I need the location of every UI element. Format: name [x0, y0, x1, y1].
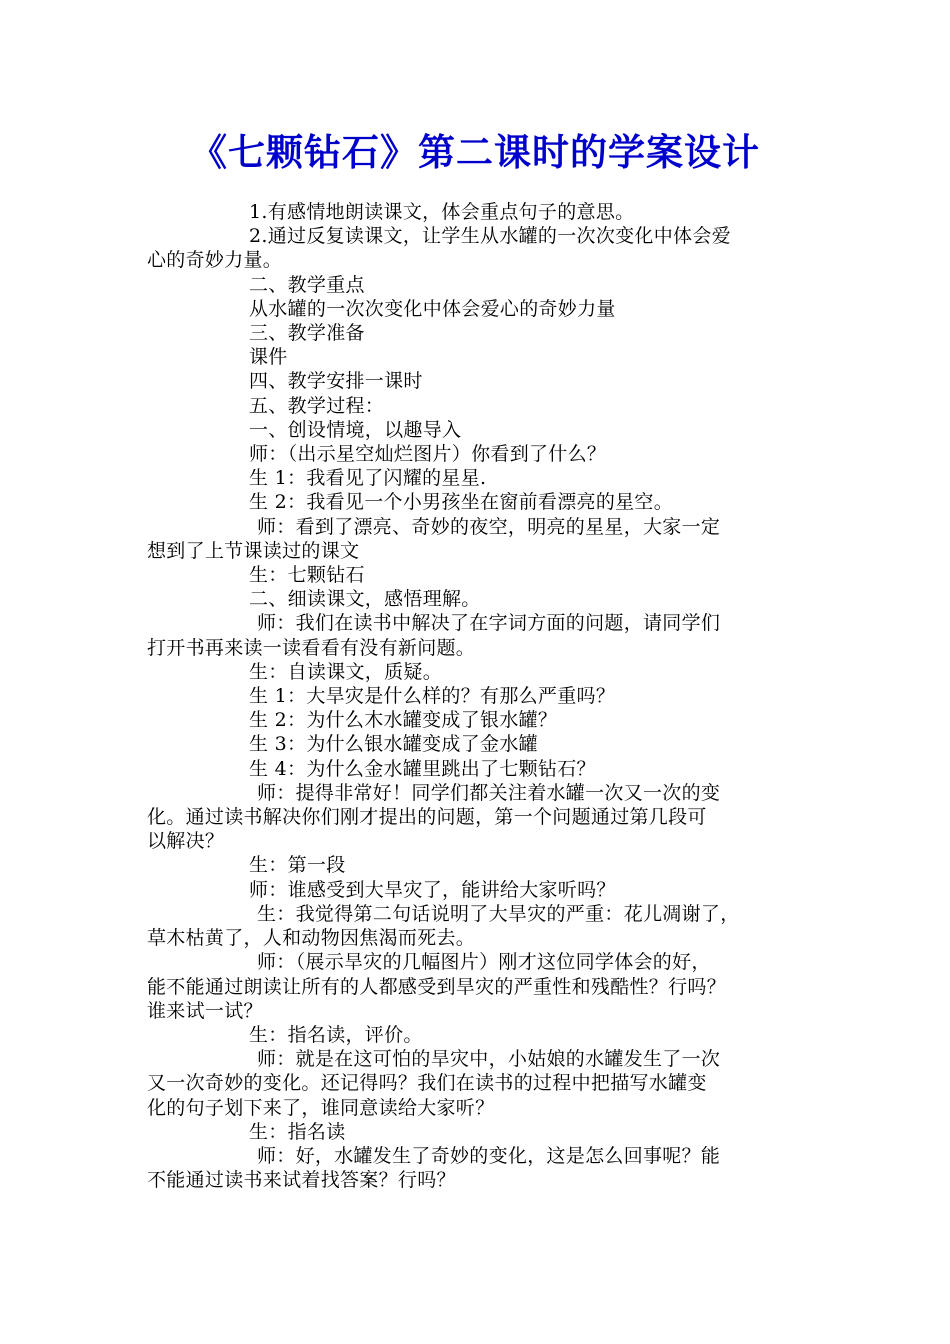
- text-line: 师：提得非常好！同学们都关注着水罐一次又一次的变: [257, 781, 721, 804]
- text-line: 生：指名读，评价。: [249, 1023, 423, 1046]
- text-line: 一、创设情境，以趣导入: [249, 418, 462, 441]
- text-line: 以解决？: [147, 830, 225, 853]
- text-line: 生 2：为什么木水罐变成了银水罐？: [249, 709, 558, 732]
- text-line: 从水罐的一次次变化中体会爱心的奇妙力量: [249, 297, 616, 320]
- text-line: 2.通过反复读课文，让学生从水罐的一次次变化中体会爱: [249, 225, 731, 248]
- text-line: 生 1：大旱灾是什么样的？有那么严重吗？: [249, 685, 616, 708]
- text-line: 生：自读课文，质疑。: [249, 660, 443, 683]
- text-line: 又一次奇妙的变化。还记得吗？我们在读书的过程中把描写水罐变: [147, 1072, 707, 1095]
- text-line: 能不能通过朗读让所有的人都感受到旱灾的严重性和残酷性？行吗？: [147, 975, 727, 998]
- text-line: 打开书再来读一读看看有没有新问题。: [147, 636, 476, 659]
- text-line: 二、教学重点: [249, 273, 365, 296]
- text-line: 化的句子划下来了，谁同意读给大家听？: [147, 1096, 495, 1119]
- text-line: 生：指名读: [249, 1120, 346, 1143]
- text-line: 化。通过读书解决你们刚才提出的问题，第一个问题通过第几段可: [147, 806, 707, 829]
- text-line: 四、教学安排一课时: [249, 370, 423, 393]
- text-line: 草木枯黄了，人和动物因焦渴而死去。: [147, 927, 476, 950]
- text-line: 生：七颗钻石: [249, 564, 365, 587]
- text-line: 心的奇妙力量。: [147, 249, 283, 272]
- text-line: 想到了上节课读过的课文: [147, 539, 360, 562]
- text-line: 师：（展示旱灾的几幅图片）刚才这位同学体会的好，: [257, 951, 711, 974]
- text-line: 不能通过读书来试着找答案？行吗？: [147, 1169, 456, 1192]
- text-line: 五、教学过程：: [249, 394, 385, 417]
- text-line: 师：谁感受到大旱灾了，能讲给大家听吗？: [249, 878, 616, 901]
- text-line: 师：好，水罐发生了奇妙的变化，这是怎么回事呢？能: [257, 1144, 721, 1167]
- text-line: 课件: [249, 346, 288, 369]
- document-body: [147, 200, 827, 1192]
- text-line: 二、细读课文，感悟理解。: [249, 588, 481, 611]
- text-line: 生 3：为什么银水罐变成了金水罐: [249, 733, 538, 756]
- text-line: 生 1：我看见了闪耀的星星.: [249, 467, 487, 490]
- text-line: 生 2：我看见一个小男孩坐在窗前看漂亮的星空。: [249, 491, 674, 514]
- text-line: 三、教学准备: [249, 322, 365, 345]
- text-line: 师：看到了漂亮、奇妙的夜空，明亮的星星，大家一定: [257, 515, 721, 538]
- text-line: 师：我们在读书中解决了在字词方面的问题，请同学们: [257, 612, 721, 635]
- text-line: 1.有感情地朗读课文，体会重点句子的意思。: [249, 201, 635, 223]
- page-title: 《七颗钻石》第二课时的学案设计: [190, 131, 760, 174]
- text-line: 谁来试一试？: [147, 999, 263, 1022]
- text-line: 生：我觉得第二句话说明了大旱灾的严重：花儿凋谢了，: [257, 902, 740, 925]
- text-line: 生：第一段: [249, 854, 346, 877]
- text-line: 师：（出示星空灿烂图片）你看到了什么？: [249, 443, 607, 466]
- text-line: 师：就是在这可怕的旱灾中，小姑娘的水罐发生了一次: [257, 1048, 721, 1071]
- text-line: 生 4：为什么金水罐里跳出了七颗钻石？: [249, 757, 596, 780]
